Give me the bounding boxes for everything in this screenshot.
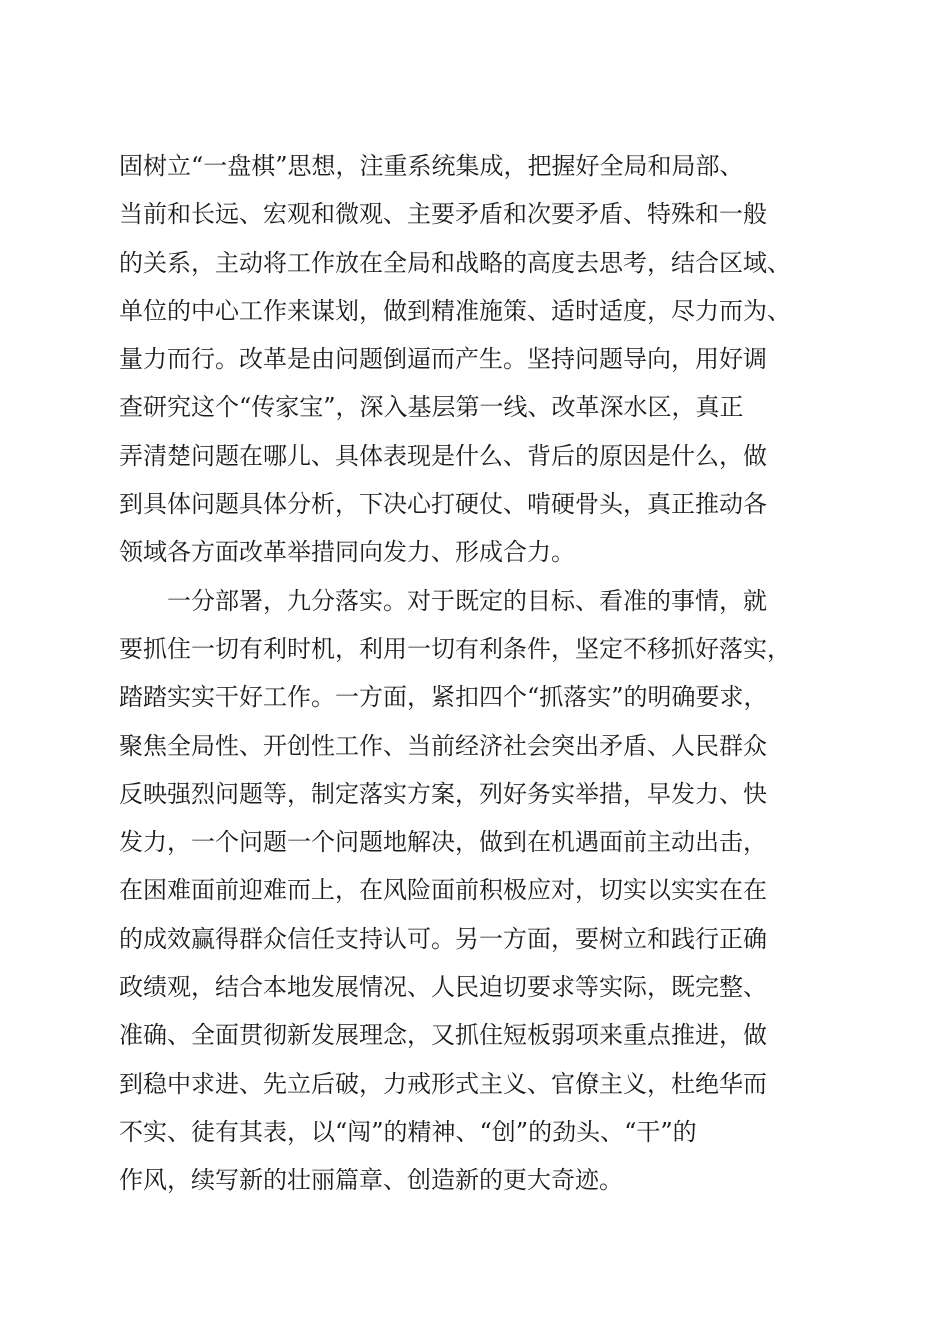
- paragraph-line: 准确、全面贯彻新发展理念，又抓住短板弱项来重点推进，做: [119, 1021, 767, 1050]
- paragraph-line: 单位的中心工作来谋划，做到精准施策、适时适度，尽力而为、: [119, 296, 791, 325]
- document-body: [119, 142, 839, 1205]
- paragraph-line: 领域各方面改革举措同向发力、形成合力。: [119, 538, 575, 567]
- paragraph-line: 发力，一个问题一个问题地解决，做到在机遇面前主动出击，: [119, 828, 767, 857]
- paragraph-line: 的关系，主动将工作放在全局和战略的高度去思考，结合区域、: [119, 248, 791, 277]
- paragraph-line: 量力而行。改革是由问题倒逼而产生。坚持问题导向，用好调: [119, 345, 767, 374]
- paragraph-line: 到具体问题具体分析，下决心打硬仗、啃硬骨头，真正推动各: [119, 490, 767, 519]
- paragraph-line: 聚焦全局性、开创性工作、当前经济社会突出矛盾、人民群众: [119, 731, 767, 760]
- paragraph-2: [119, 577, 839, 1205]
- paragraph-line: 的成效赢得群众信任支持认可。另一方面，要树立和践行正确: [119, 924, 767, 953]
- paragraph-line: 政绩观，结合本地发展情况、人民迫切要求等实际，既完整、: [119, 973, 767, 1002]
- paragraph-line: 固树立“一盘棋”思想，注重系统集成，把握好全局和局部、: [119, 152, 744, 180]
- paragraph-line: 作风，续写新的壮丽篇章、创造新的更大奇迹。: [119, 1166, 623, 1195]
- paragraph-line: 在困难面前迎难而上，在风险面前积极应对，切实以实实在在: [119, 876, 767, 905]
- paragraph-first-line: 一分部署，九分落实。对于既定的目标、看准的事情，就: [167, 586, 767, 615]
- paragraph-line: 弄清楚问题在哪儿、具体表现是什么、背后的原因是什么，做: [119, 441, 767, 470]
- paragraph-line: 要抓住一切有利时机，利用一切有利条件，坚定不移抓好落实，: [119, 634, 791, 663]
- paragraph-line: 踏踏实实干好工作。一方面，紧扣四个“抓落实”的明确要求，: [119, 683, 768, 712]
- paragraph-line: 不实、徒有其表，以“闯”的精神、“创”的劲头、“干”的: [119, 1117, 697, 1146]
- paragraph-1: [119, 142, 839, 577]
- paragraph-line: 查研究这个“传家宝”，深入基层第一线、改革深水区，真正: [119, 393, 744, 422]
- paragraph-line: 当前和长远、宏观和微观、主要矛盾和次要矛盾、特殊和一般: [119, 200, 767, 229]
- paragraph-line: 到稳中求进、先立后破，力戒形式主义、官僚主义，杜绝华而: [119, 1069, 767, 1098]
- paragraph-line: 反映强烈问题等，制定落实方案，列好务实举措，早发力、快: [119, 779, 767, 808]
